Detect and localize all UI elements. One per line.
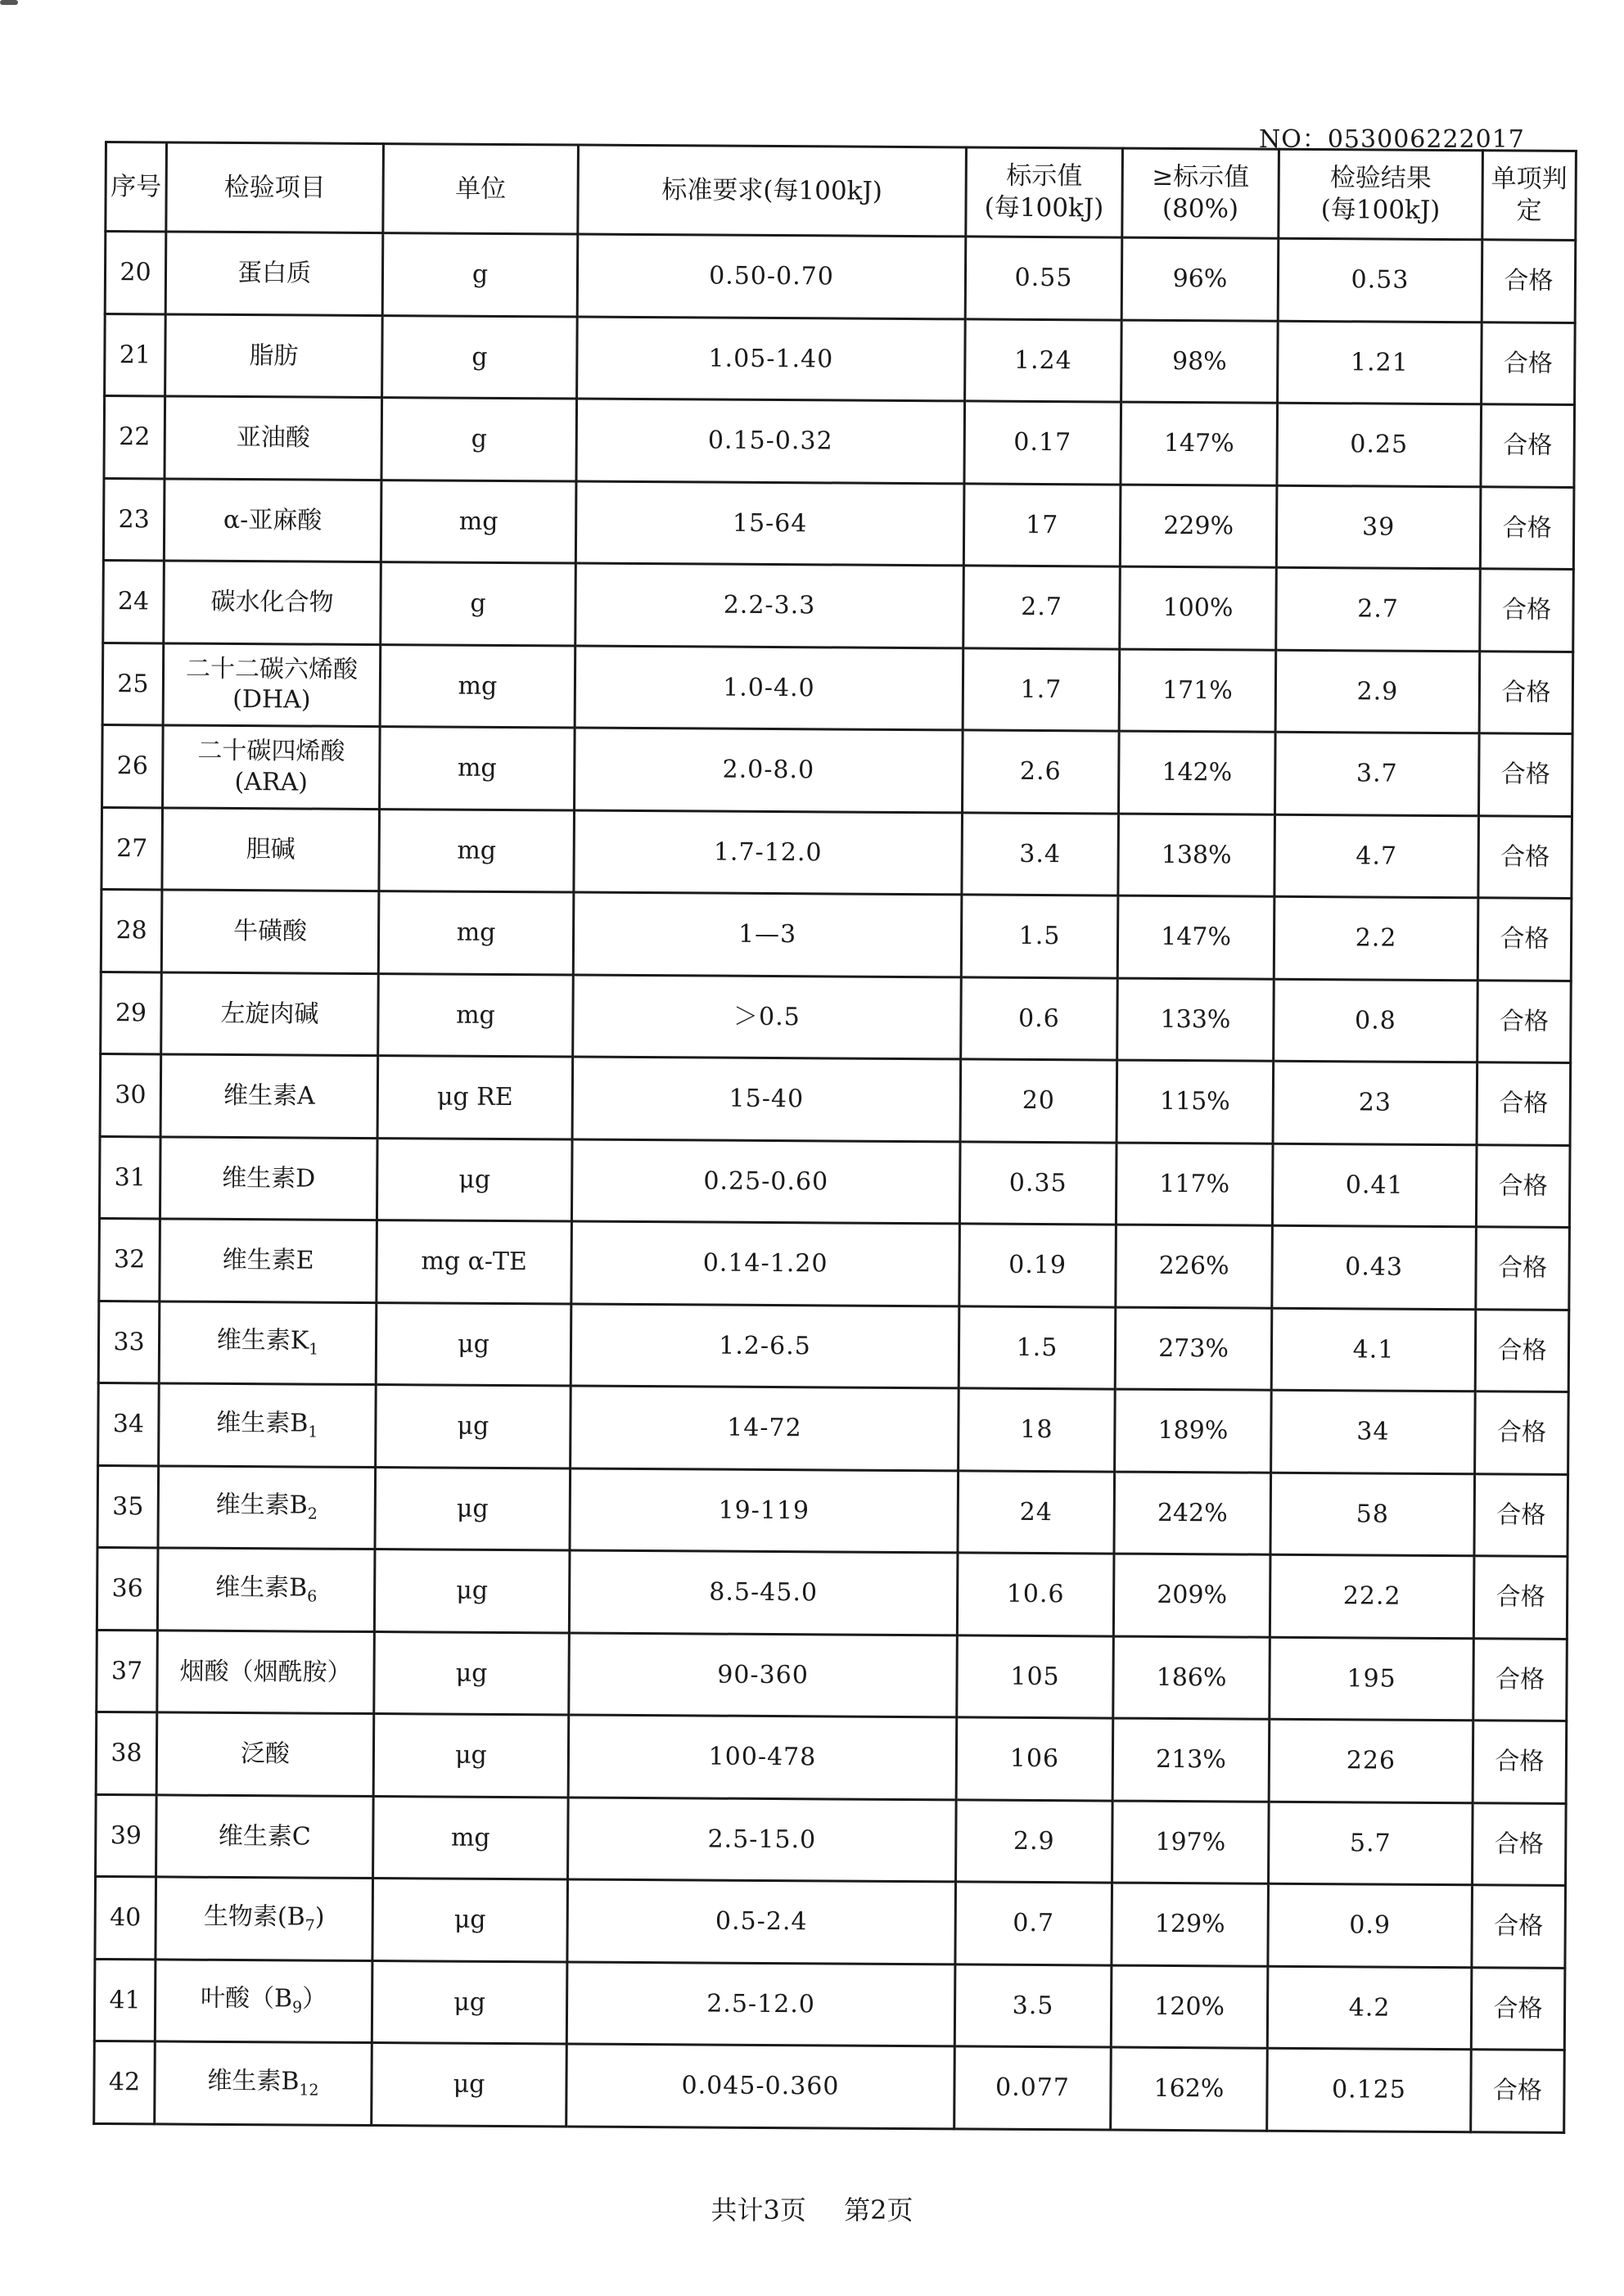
- cell-unit: μg: [376, 1385, 571, 1468]
- cell-standard: 1.05-1.40: [577, 317, 966, 401]
- cell-judgement: 合格: [1477, 980, 1572, 1062]
- inspection-table-container: [92, 141, 1575, 2133]
- table-row: [99, 1218, 1570, 1309]
- cell-item-text: 维生素E: [222, 1245, 314, 1275]
- cell-item-name: [165, 998, 373, 1030]
- cell-label-value: 0.55: [965, 237, 1122, 320]
- cell-item: [161, 890, 379, 973]
- cell-no: 40: [95, 1876, 156, 1959]
- cell-item-subscript: 9: [291, 1998, 303, 2017]
- cell-judgement: 合格: [1477, 898, 1572, 981]
- cell-label-value: 20: [960, 1059, 1117, 1143]
- cell-item-abbrev: (DHA): [232, 685, 311, 715]
- cell-unit: g: [382, 233, 578, 317]
- cell-item-subscript: 12: [299, 2081, 319, 2100]
- cell-item-text: 维生素C: [218, 1821, 311, 1852]
- cell-judgement: 合格: [1481, 404, 1575, 487]
- cell-unit: μg: [376, 1302, 571, 1386]
- cell-judgement: 合格: [1473, 1638, 1568, 1721]
- cell-judgement: 合格: [1482, 240, 1576, 323]
- cell-no: 42: [94, 2041, 156, 2123]
- cell-item-text: 维生素B: [216, 1408, 309, 1438]
- cell-percent: 100%: [1120, 566, 1277, 650]
- cell-standard: ＞0.5: [573, 975, 962, 1059]
- cell-item-text: 生物素(B: [203, 1901, 305, 1932]
- cell-no: 26: [102, 724, 164, 807]
- cell-item-name: [161, 1656, 369, 1688]
- cell-item-name: [168, 653, 376, 685]
- cell-no: 23: [103, 478, 165, 561]
- cell-item-text: 烟酸（烟酰胺）: [179, 1657, 352, 1687]
- cell-standard: 0.15-0.32: [576, 399, 965, 483]
- table-row: [100, 1053, 1571, 1144]
- cell-judgement: 合格: [1471, 1967, 1565, 2050]
- cell-unit: mg: [380, 644, 575, 728]
- table-row: [98, 1301, 1569, 1392]
- cell-item-name: [160, 1820, 368, 1852]
- cell-judgement: 合格: [1482, 322, 1576, 404]
- cell-no: 32: [99, 1218, 160, 1301]
- cell-standard: 0.50-0.70: [577, 234, 966, 318]
- cell-item-text: 叶酸（B: [200, 1984, 293, 2014]
- cell-item-subscript: 7: [304, 1916, 315, 1935]
- cell-result: 4.1: [1271, 1308, 1476, 1392]
- cell-item: [159, 1383, 377, 1467]
- table-row: [101, 889, 1572, 980]
- table-row: [97, 1465, 1568, 1556]
- cell-percent: 189%: [1115, 1389, 1272, 1473]
- cell-standard: 15-40: [572, 1057, 961, 1141]
- table-row: [95, 1876, 1566, 1967]
- cell-result: 4.2: [1267, 1966, 1472, 2050]
- cell-standard: 1—3: [573, 892, 962, 977]
- cell-percent: 129%: [1112, 1883, 1269, 1966]
- cell-item-text: 左旋肉碱: [220, 999, 319, 1029]
- cell-item-name: [165, 1080, 373, 1112]
- cell-result: 0.53: [1278, 238, 1482, 322]
- table-row: [103, 478, 1574, 569]
- cell-label-value: 0.17: [964, 401, 1121, 485]
- cell-item-name: [163, 1407, 371, 1442]
- cell-item: [165, 232, 383, 315]
- cell-label-value: 10.6: [957, 1553, 1114, 1636]
- cell-no: 22: [104, 396, 165, 479]
- cell-result: 226: [1269, 1719, 1473, 1802]
- cell-no: 28: [101, 889, 162, 972]
- cell-standard: 1.2-6.5: [571, 1304, 959, 1388]
- table-row: [96, 1712, 1567, 1802]
- cell-unit: mg: [378, 973, 574, 1057]
- cell-result: 58: [1270, 1473, 1475, 1556]
- cell-item: [161, 972, 379, 1055]
- cell-item-subscript: 1: [308, 1423, 318, 1441]
- cell-unit: mg: [378, 891, 574, 975]
- cell-item: [156, 1712, 374, 1796]
- header-standard: 标准要求(每100kJ): [578, 145, 967, 237]
- cell-no: 38: [96, 1712, 157, 1794]
- cell-percent: 213%: [1112, 1718, 1270, 1802]
- cell-percent: 142%: [1119, 731, 1276, 814]
- cell-item-name: [160, 1901, 368, 1936]
- header-unit: 单位: [383, 144, 579, 234]
- cell-item: [156, 1794, 374, 1878]
- cell-unit: μg: [377, 1138, 572, 1221]
- cell-item-name: [169, 340, 377, 372]
- cell-label-value: 24: [958, 1470, 1115, 1554]
- cell-item-text: 碳水化合物: [210, 587, 334, 617]
- cell-item-tail: ): [314, 1902, 325, 1932]
- cell-result: 0.43: [1272, 1225, 1477, 1309]
- cell-item: [159, 1301, 377, 1384]
- cell-standard: 1.0-4.0: [575, 646, 963, 730]
- cell-item-text: 维生素B: [207, 2066, 300, 2096]
- cell-percent: 242%: [1114, 1472, 1271, 1555]
- cell-item-name: [169, 504, 377, 536]
- cell-result: 2.7: [1276, 567, 1481, 651]
- cell-percent: 138%: [1118, 814, 1275, 897]
- cell-unit: μg: [375, 1467, 571, 1550]
- cell-percent: 120%: [1111, 1965, 1268, 2049]
- header-label-value-line2: (每100kJ): [984, 192, 1104, 223]
- table-row: [102, 643, 1573, 733]
- table-row: [103, 560, 1574, 651]
- cell-standard: 90-360: [569, 1632, 958, 1716]
- cell-no: 20: [105, 232, 166, 314]
- cell-result: 23: [1273, 1061, 1477, 1144]
- cell-label-value: 0.077: [954, 2046, 1112, 2130]
- header-result-line1: 检验结果: [1329, 163, 1432, 194]
- cell-item: [160, 1054, 378, 1138]
- cell-judgement: 合格: [1472, 1885, 1566, 1968]
- cell-item-name: [160, 1983, 368, 2019]
- table-row: [97, 1630, 1568, 1721]
- cell-result: 34: [1271, 1390, 1476, 1473]
- cell-label-value: 3.5: [954, 1964, 1112, 2047]
- cell-item: [158, 1465, 376, 1549]
- cell-item: [164, 478, 381, 562]
- cell-no: 30: [100, 1053, 161, 1136]
- cell-judgement: 合格: [1476, 1227, 1570, 1310]
- cell-item-abbrev: (ARA): [234, 767, 308, 797]
- cell-unit: mg: [379, 809, 575, 892]
- cell-judgement: 合格: [1471, 2050, 1565, 2132]
- cell-item-text: 维生素B: [215, 1572, 308, 1603]
- cell-result: 22.2: [1270, 1554, 1474, 1638]
- cell-item-text: 牛磺酸: [232, 916, 308, 946]
- table-row: [97, 1547, 1568, 1638]
- cell-item-text: 二十二碳六烯酸: [185, 654, 359, 684]
- cell-result: 2.2: [1274, 896, 1478, 980]
- cell-percent: 117%: [1116, 1143, 1273, 1226]
- cell-judgement: 合格: [1473, 1721, 1567, 1803]
- cell-item-tail: ）: [302, 1984, 327, 2014]
- cell-percent: 186%: [1113, 1636, 1270, 1720]
- cell-judgement: 合格: [1477, 1062, 1571, 1145]
- cell-no: 24: [103, 560, 165, 643]
- cell-label-value: 2.7: [963, 566, 1121, 649]
- table-body: [94, 232, 1576, 2132]
- table-row: [94, 1959, 1565, 2050]
- cell-item: [162, 807, 380, 891]
- cell-percent: 115%: [1116, 1060, 1274, 1143]
- cell-no: 35: [97, 1465, 159, 1548]
- cell-item-text: 泛酸: [240, 1739, 291, 1769]
- cell-label-value: 106: [956, 1717, 1113, 1801]
- cell-item: [155, 1959, 372, 2042]
- cell-item-name: [169, 422, 377, 453]
- cell-judgement: 合格: [1473, 1556, 1568, 1639]
- cell-label-value: 1.24: [965, 318, 1122, 402]
- cell-item-name: [161, 1738, 369, 1770]
- cell-standard: 2.0-8.0: [575, 728, 963, 812]
- cell-label-value: 0.19: [959, 1224, 1116, 1307]
- cell-label-value: 17: [963, 483, 1121, 566]
- cell-result: 2.9: [1275, 650, 1480, 733]
- table-row: [104, 396, 1575, 487]
- cell-item: [160, 1136, 377, 1220]
- cell-item: [163, 725, 381, 809]
- cell-standard: 0.25-0.60: [571, 1139, 960, 1224]
- table-row: [105, 232, 1576, 323]
- cell-item-text: 维生素B: [215, 1491, 308, 1520]
- cell-standard: 19-119: [570, 1468, 959, 1553]
- cell-unit: μg: [372, 1879, 568, 1962]
- cell-percent: 133%: [1117, 978, 1274, 1062]
- cell-item: [155, 2041, 372, 2125]
- cell-percent: 162%: [1111, 2047, 1268, 2131]
- cell-no: 31: [99, 1136, 160, 1219]
- table-row: [102, 807, 1572, 898]
- cell-result: 0.25: [1277, 403, 1482, 486]
- cell-judgement: 合格: [1476, 1144, 1570, 1227]
- cell-item-subscript: 6: [307, 1587, 318, 1606]
- cell-item-name: [164, 1325, 372, 1360]
- cell-no: 21: [105, 314, 166, 396]
- table-row: [98, 1383, 1569, 1473]
- cell-standard: 0.14-1.20: [571, 1221, 960, 1306]
- cell-label-value: 1.7: [963, 647, 1120, 731]
- cell-result: 0.41: [1272, 1143, 1477, 1227]
- cell-no: 39: [96, 1794, 157, 1877]
- cell-item-text: 二十碳四烯酸: [197, 736, 345, 767]
- cell-item-name: [167, 736, 375, 768]
- cell-standard: 100-478: [568, 1715, 957, 1799]
- cell-unit: mg: [381, 480, 576, 563]
- cell-no: 36: [97, 1547, 158, 1630]
- cell-unit: mg: [373, 1796, 569, 1879]
- cell-unit: μg: [372, 2043, 567, 2127]
- cell-label-value: 0.35: [959, 1141, 1116, 1225]
- cell-percent: 96%: [1121, 237, 1279, 321]
- cell-result: 3.7: [1275, 732, 1480, 815]
- cell-result: 0.8: [1274, 979, 1478, 1062]
- cell-percent: 226%: [1116, 1225, 1273, 1308]
- cell-item-name: [165, 1244, 372, 1276]
- header-label-value-line1: 标示值: [1006, 160, 1083, 192]
- cell-judgement: 合格: [1475, 1309, 1569, 1392]
- header-no: 序号: [106, 142, 167, 232]
- header-judgement: 单项判定: [1482, 151, 1577, 241]
- header-result-line2: (每100kJ): [1320, 195, 1441, 225]
- cell-standard: 2.2-3.3: [575, 563, 964, 647]
- cell-result: 5.7: [1269, 1802, 1473, 1885]
- page-footer: [0, 2190, 1624, 2227]
- cell-label-value: 2.6: [963, 730, 1120, 814]
- header-percent: [1122, 148, 1279, 238]
- table-row: [105, 314, 1576, 404]
- cell-label-value: 0.6: [961, 977, 1118, 1060]
- cell-unit: μg RE: [377, 1056, 573, 1139]
- cell-no: 29: [101, 972, 162, 1054]
- cell-unit: g: [382, 315, 578, 399]
- cell-judgement: 合格: [1475, 1392, 1569, 1474]
- cell-percent: 197%: [1112, 1801, 1270, 1884]
- cell-label-value: 105: [957, 1635, 1114, 1718]
- report-number: NO：053006222017: [1259, 125, 1525, 154]
- cell-item: [160, 1219, 377, 1302]
- cell-item-name: [168, 586, 376, 618]
- cell-no: 41: [94, 1959, 156, 2041]
- table-row: [96, 1794, 1567, 1885]
- cell-item: [164, 561, 381, 644]
- cell-item-name: [167, 833, 375, 865]
- cell-unit: g: [381, 398, 577, 481]
- cell-result: 0.125: [1267, 2048, 1472, 2131]
- cell-item-name: [170, 257, 378, 289]
- cell-unit: μg: [374, 1631, 570, 1715]
- cell-item: [163, 643, 381, 726]
- cell-unit: mg α-TE: [377, 1220, 572, 1304]
- cell-item-name: [166, 915, 374, 947]
- cell-item-name: [162, 1572, 370, 1607]
- cell-item-text: 维生素A: [223, 1080, 315, 1111]
- cell-unit: mg: [380, 727, 575, 810]
- cell-judgement: 合格: [1478, 815, 1572, 898]
- header-result: [1279, 149, 1483, 240]
- cell-item-text: 蛋白质: [237, 258, 312, 288]
- cell-standard: 2.5-12.0: [566, 1961, 955, 2046]
- cell-item-text: 维生素K: [216, 1326, 309, 1355]
- cell-percent: 171%: [1119, 649, 1276, 733]
- cell-standard: 0.045-0.360: [566, 2044, 955, 2128]
- cell-label-value: 1.5: [959, 1306, 1116, 1389]
- cell-item: [157, 1630, 375, 1713]
- cell-item: [165, 314, 383, 397]
- cell-standard: 0.5-2.4: [567, 1879, 956, 1964]
- cell-item-name: [159, 2065, 367, 2100]
- cell-judgement: 合格: [1480, 486, 1574, 569]
- cell-item-text: 维生素D: [222, 1163, 316, 1193]
- inspection-results-table: [92, 141, 1577, 2133]
- cell-item: [156, 1877, 373, 1960]
- cell-standard: 14-72: [571, 1386, 959, 1470]
- cell-item-text: α-亚麻酸: [223, 505, 323, 535]
- cell-label-value: 0.7: [955, 1882, 1112, 1965]
- footer-current-page: 第2页: [844, 2195, 914, 2226]
- cell-no: 33: [98, 1301, 160, 1383]
- cell-unit: μg: [374, 1549, 570, 1633]
- cell-label-value: 3.4: [962, 812, 1119, 895]
- cell-no: 34: [98, 1383, 160, 1465]
- cell-result: 4.7: [1274, 814, 1479, 898]
- cell-standard: 8.5-45.0: [569, 1550, 958, 1635]
- cell-result: 1.21: [1278, 321, 1482, 404]
- cell-judgement: 合格: [1479, 651, 1573, 733]
- cell-standard: 1.7-12.0: [574, 810, 963, 895]
- cell-result: 195: [1270, 1637, 1474, 1721]
- cell-item-name: [165, 1162, 372, 1194]
- cell-percent: 209%: [1113, 1554, 1270, 1637]
- cell-percent: 229%: [1120, 485, 1277, 568]
- cell-unit: g: [381, 562, 576, 646]
- cell-item: [157, 1548, 375, 1631]
- cell-item-text: 亚油酸: [236, 422, 310, 453]
- cell-percent: 98%: [1121, 320, 1279, 404]
- table-row: [94, 2041, 1565, 2131]
- cell-label-value: 2.9: [956, 1799, 1113, 1883]
- cell-judgement: 合格: [1480, 569, 1574, 652]
- header-percent-line1: ≥标示值: [1152, 162, 1250, 192]
- cell-item-text: 脂肪: [249, 341, 299, 370]
- scan-artifact: [0, 0, 18, 5]
- cell-percent: 147%: [1121, 402, 1278, 485]
- cell-result: 39: [1276, 485, 1481, 569]
- cell-label-value: 1.5: [961, 895, 1118, 978]
- header-item: 检验项目: [166, 142, 384, 233]
- cell-result: 0.9: [1268, 1883, 1473, 1967]
- cell-standard: 2.5-15.0: [568, 1797, 957, 1881]
- footer-total-pages: 共计3页: [710, 2195, 806, 2226]
- cell-item: [165, 396, 382, 480]
- cell-judgement: 合格: [1478, 733, 1572, 816]
- table-row: [99, 1136, 1570, 1227]
- cell-no: 25: [102, 643, 164, 725]
- cell-item-text: 胆碱: [246, 834, 295, 864]
- cell-unit: μg: [372, 1960, 567, 2044]
- cell-label-value: 18: [959, 1388, 1116, 1472]
- table-row: [101, 972, 1572, 1062]
- cell-percent: 273%: [1115, 1307, 1272, 1391]
- cell-item-subscript: 1: [309, 1340, 319, 1359]
- header-percent-line2: (80%): [1162, 193, 1239, 224]
- cell-item-name: [163, 1490, 371, 1525]
- cell-no: 27: [102, 807, 163, 890]
- cell-unit: μg: [373, 1714, 569, 1798]
- cell-percent: 147%: [1117, 895, 1274, 979]
- cell-standard: 15-64: [575, 481, 964, 566]
- cell-item-subscript: 2: [307, 1504, 318, 1523]
- cell-judgement: 合格: [1474, 1473, 1568, 1556]
- cell-no: 37: [97, 1630, 158, 1712]
- table-header-row: [106, 142, 1577, 241]
- cell-judgement: 合格: [1473, 1802, 1567, 1885]
- table-row: [102, 724, 1573, 815]
- header-label-value: [966, 147, 1123, 237]
